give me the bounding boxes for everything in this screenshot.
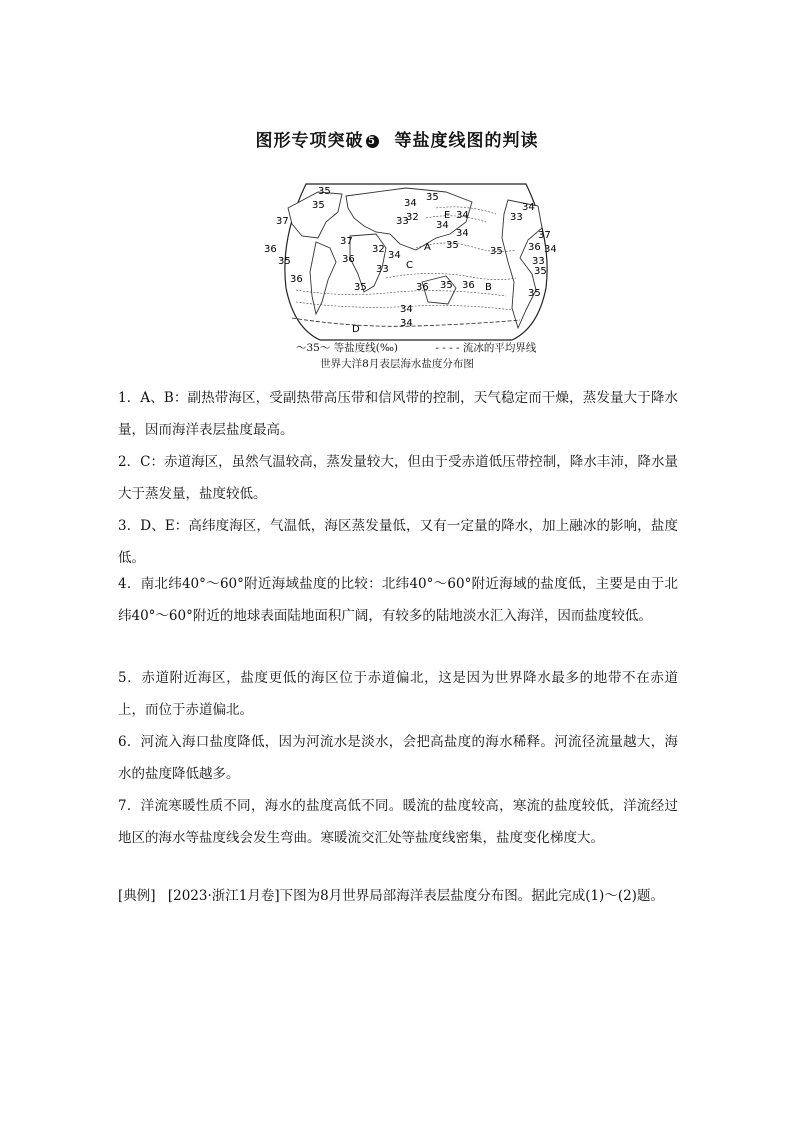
salinity-value: 34: [522, 202, 535, 213]
salinity-value: 34: [400, 304, 413, 315]
paragraph-5: 5．赤道附近海区，盐度更低的海区位于赤道偏北，这是因为世界降水最多的地带不在赤道上，而位于赤道偏北。: [118, 670, 678, 718]
legend-isoline-label: 等盐度线(‰): [333, 342, 399, 354]
legend-ice-item: - - - - 流冰的平均界线: [435, 342, 537, 354]
salinity-value: 32: [372, 244, 385, 255]
salinity-value: 34: [456, 210, 469, 221]
salinity-value: 33: [396, 216, 409, 227]
example-tag: [典例]: [118, 888, 156, 904]
salinity-value: 35: [440, 280, 453, 291]
salinity-value: 32: [406, 212, 419, 223]
figure-caption: 世界大洋8月表层海水盐度分布图: [320, 358, 474, 370]
salinity-value: 36: [416, 282, 429, 293]
salinity-value: 33: [376, 264, 389, 275]
legend-isoline-item: 〜35〜 等盐度线(‰): [296, 342, 399, 354]
salinity-value: 35: [278, 256, 291, 267]
paragraph-2: 2．C：赤道海区，虽然气温较高，蒸发量较大，但由于受赤道低压带控制，降水丰沛，降水量大于蒸发量，盐度较低。: [118, 454, 678, 502]
salinity-value: 34: [400, 318, 413, 329]
example-block: [118, 880, 678, 912]
salinity-value: 34: [436, 220, 449, 231]
region-label-e: E: [444, 210, 451, 221]
map-legend: [296, 340, 556, 355]
legend-isoline-sample: 35: [306, 342, 320, 354]
example-text: [2023·浙江1月卷]下图为8月世界局部海洋表层盐度分布图。据此完成(1)～(2)题。: [167, 888, 664, 904]
salinity-value: 35: [446, 240, 459, 251]
salinity-value: 37: [276, 216, 289, 227]
salinity-value: 36: [342, 254, 355, 265]
title-number-badge: 5: [366, 135, 379, 148]
salinity-value: 37: [538, 230, 551, 241]
title-subtitle: 等盐度线图的判读: [394, 131, 539, 151]
salinity-value: 36: [528, 242, 541, 253]
salinity-value: 37: [340, 236, 353, 247]
region-label-b: B: [485, 282, 492, 293]
paragraph-4: 4．南北纬40°～60°附近海域盐度的比较：北纬40°～60°附近海域的盐度低，主要是由于北纬40°～60°附近的地球表面陆地面积广阔，有较多的陆地淡水汇入海洋，因而盐度较低。: [118, 576, 678, 624]
salinity-value: 35: [312, 200, 325, 211]
salinity-value: 36: [462, 280, 475, 291]
salinity-map-svg: [264, 178, 557, 348]
salinity-value: 36: [290, 274, 303, 285]
salinity-value: 35: [354, 282, 367, 293]
paragraph-6: 6．河流入海口盐度降低，因为河流水是淡水，会把高盐度的海水稀释。河流径流量越大，海水的盐度降低越多。: [118, 734, 678, 782]
paragraph-1: 1．A、B：副热带海区，受副热带高压带和信风带的控制，天气稳定而干燥，蒸发量大于降水量，因而海洋表层盐度最高。: [118, 390, 678, 438]
page-title: [0, 126, 794, 151]
paragraph-3: 3．D、E：高纬度海区，气温低，海区蒸发量低，又有一定量的降水，加上融冰的影响，盐度低。: [118, 518, 678, 566]
salinity-value: 34: [544, 244, 557, 255]
salinity-value: 36: [264, 244, 277, 255]
legend-ice-label: 流冰的平均界线: [462, 342, 537, 354]
salinity-value: 35: [426, 192, 439, 203]
region-label-d: D: [352, 324, 360, 335]
salinity-value: 34: [404, 198, 417, 209]
salinity-value: 33: [532, 256, 545, 267]
region-label-a: A: [424, 242, 431, 253]
salinity-value: 35: [490, 246, 503, 257]
salinity-value: 33: [510, 212, 523, 223]
salinity-value: 35: [528, 288, 541, 299]
region-label-c: C: [406, 260, 413, 271]
salinity-value: 35: [318, 186, 331, 197]
salinity-value: 34: [388, 250, 401, 261]
title-main: 图形专项突破: [255, 131, 364, 151]
paragraph-7: 7．洋流寒暖性质不同，海水的盐度高低不同。暖流的盐度较高，寒流的盐度较低，洋流经过地区的海水等盐度线会发生弯曲。寒暖流交汇处等盐度线密集，盐度变化梯度大。: [118, 798, 678, 846]
salinity-value: 35: [534, 266, 547, 277]
salinity-value: 34: [456, 228, 469, 239]
